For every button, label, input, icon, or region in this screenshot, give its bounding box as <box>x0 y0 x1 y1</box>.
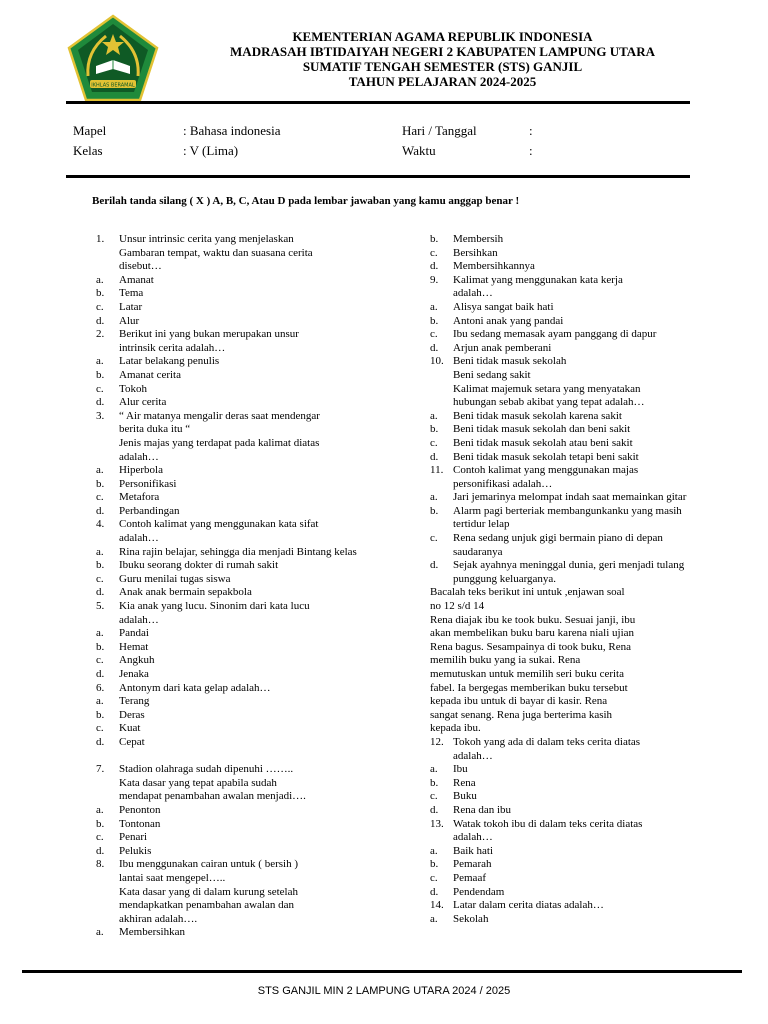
meta-mapel-label: Mapel <box>73 123 107 138</box>
question-item <box>96 410 362 464</box>
option-letter: a. <box>430 763 438 776</box>
passage-line: sangat senang. Rena juga berterima kasih <box>430 708 613 721</box>
option-text: Kuat <box>119 722 141 735</box>
answer-option <box>430 233 698 247</box>
answer-option <box>96 804 362 818</box>
answer-option <box>96 845 362 859</box>
question-line: disebut… <box>119 260 162 273</box>
option-text: Hemat <box>119 640 149 653</box>
option-text: Tokoh <box>119 382 147 395</box>
option-letter: c. <box>430 328 438 341</box>
option-text: Pendendam <box>453 885 505 898</box>
option-letter: a. <box>96 803 104 816</box>
option-text: Rina rajin belajar, sehingga dia menjadi Bintang kelas <box>119 545 357 558</box>
question-text <box>453 355 698 409</box>
answer-option <box>430 437 698 451</box>
option-letter: c. <box>430 871 438 884</box>
question-text <box>119 600 362 627</box>
reading-passage <box>430 586 698 736</box>
question-item <box>430 464 698 491</box>
answer-option <box>96 369 362 383</box>
question-item <box>96 600 362 627</box>
option-text: Bersihkan <box>453 246 498 259</box>
answer-option <box>96 627 362 641</box>
question-item <box>430 899 698 913</box>
option-letter: b. <box>96 559 105 572</box>
meta-waktu-label: Waktu <box>402 143 436 158</box>
question-line: adalah… <box>453 831 493 844</box>
option-letter: d. <box>430 803 439 816</box>
answer-option <box>430 328 698 342</box>
option-letter: d. <box>96 314 105 327</box>
answer-option <box>430 559 698 586</box>
meta-divider <box>66 175 690 178</box>
option-letter: a. <box>430 912 438 925</box>
question-line: Kia anak yang lucu. Sinonim dari kata lucu <box>119 600 310 613</box>
option-letter: d. <box>96 504 105 517</box>
option-letter: b. <box>96 817 105 830</box>
option-letter: c. <box>430 436 438 449</box>
question-number: 1. <box>96 233 105 245</box>
question-line: Unsur intrinsic cerita yang menjelaskan <box>119 233 294 245</box>
option-letter: c. <box>430 246 438 259</box>
option-text: Deras <box>119 708 145 721</box>
answer-option <box>430 451 698 465</box>
answer-option <box>96 559 362 573</box>
question-line: Kalimat yang menggunakan kata kerja <box>453 273 623 286</box>
question-text <box>453 818 698 845</box>
option-text: Ibu sedang memasak ayam panggang di dapur <box>453 328 657 341</box>
question-number: 4. <box>96 518 105 531</box>
passage-line: Rena bagus. Sesampainya di took buku, Rena <box>430 640 632 653</box>
option-text: Baik hati <box>453 844 494 857</box>
answer-option <box>430 858 698 872</box>
option-text: Beni tidak masuk sekolah karena sakit <box>453 409 622 422</box>
option-letter: d. <box>430 260 439 273</box>
question-line: Beni tidak masuk sekolah <box>453 355 567 368</box>
question-item <box>96 763 362 804</box>
question-line: Contoh kalimat yang menggunakan majas <box>453 464 639 477</box>
option-letter: a. <box>96 926 104 939</box>
option-letter: b. <box>96 640 105 653</box>
question-line: adalah… <box>119 450 159 463</box>
instruction-text: Berilah tanda silang ( X ) A, B, C, Atau D pada lembar jawaban yang kamu anggap benar ! <box>92 195 520 207</box>
question-text <box>453 274 698 301</box>
answer-option <box>96 396 362 410</box>
question-line: Watak tokoh ibu di dalam teks cerita diatas <box>453 817 643 830</box>
option-text: Jenaka <box>119 668 149 680</box>
header-line-school: MADRASAH IBTIDAIYAH NEGERI 2 KABUPATEN LAMPUNG UTARA <box>230 44 655 59</box>
question-line: mendapat penambahan awalan menjadi…. <box>119 790 306 803</box>
answer-option <box>430 886 698 900</box>
option-letter: c. <box>96 572 104 585</box>
question-number: 2. <box>96 328 105 341</box>
option-text: Metafora <box>119 491 160 504</box>
question-text <box>119 682 362 696</box>
question-number: 14. <box>430 899 444 912</box>
option-text: Membersih <box>453 233 504 245</box>
option-letter: c. <box>96 654 104 667</box>
answer-option <box>430 247 698 261</box>
option-letter: a. <box>430 300 438 313</box>
meta-hari-value: : <box>529 123 533 138</box>
option-letter: b. <box>430 423 439 436</box>
question-item <box>430 736 698 763</box>
question-line: Contoh kalimat yang menggunakan kata sifat <box>119 518 319 531</box>
passage-line: akan membelikan buku baru karena niali ujian <box>430 627 635 640</box>
header-line-year: TAHUN PELAJARAN 2024-2025 <box>348 74 537 89</box>
question-item <box>96 858 362 926</box>
option-letter: a. <box>430 844 438 857</box>
question-line: adalah… <box>453 287 493 300</box>
option-text: Pandai <box>119 627 149 640</box>
option-letter: c. <box>430 532 438 545</box>
option-text: Alur <box>119 314 140 327</box>
question-line: personifikasi adalah… <box>453 477 553 490</box>
header-line-exam: SUMATIF TENGAH SEMESTER (STS) GANJIL <box>302 59 583 74</box>
answer-option <box>96 505 362 519</box>
option-letter: b. <box>96 708 105 721</box>
option-letter: d. <box>430 450 439 463</box>
question-line: adalah… <box>453 749 493 762</box>
answer-option <box>430 260 698 274</box>
option-letter: b. <box>430 858 439 871</box>
answer-option <box>96 709 362 723</box>
option-letter: d. <box>96 586 105 599</box>
question-text <box>453 464 698 491</box>
option-letter: d. <box>96 668 105 680</box>
option-text: Rena sedang unjuk gigi bermain piano di depan saudaranya <box>453 532 663 558</box>
footer-text: STS GANJIL MIN 2 LAMPUNG UTARA 2024 / 2025 <box>257 985 511 997</box>
passage-line: no 12 s/d 14 <box>430 600 485 613</box>
answer-option <box>96 654 362 668</box>
answer-option <box>96 926 362 940</box>
option-text: Beni tidak masuk sekolah atau beni sakit <box>453 436 633 449</box>
header-title <box>175 29 710 89</box>
answer-option <box>96 586 362 600</box>
option-letter: b. <box>430 233 439 245</box>
questions-left-column <box>96 233 362 940</box>
question-line: Berikut ini yang bukan merupakan unsur <box>119 328 299 341</box>
question-line: Jenis majas yang terdapat pada kalimat diatas <box>119 436 320 449</box>
answer-option <box>96 695 362 709</box>
answer-option <box>430 790 698 804</box>
option-text: Sejak ayahnya meninggal dunia, geri menjadi tulang punggung keluarganya. <box>453 559 685 585</box>
answer-option <box>430 845 698 859</box>
option-text: Membersihkan <box>119 926 185 939</box>
question-line: Latar dalam cerita diatas adalah… <box>453 899 604 912</box>
option-text: Alisya sangat baik hati <box>453 300 554 313</box>
answer-option <box>96 573 362 587</box>
answer-option <box>96 546 362 560</box>
question-text <box>453 899 698 913</box>
option-text: Tema <box>119 287 144 300</box>
question-line: Gambaran tempat, waktu dan suasana cerita <box>119 246 313 259</box>
answer-option <box>430 301 698 315</box>
question-line: hubungan sebab akibat yang tepat adalah… <box>453 396 645 409</box>
option-letter: b. <box>430 504 439 517</box>
question-line: Antonym dari kata gelap adalah… <box>119 681 271 694</box>
option-text: Ibu <box>453 763 468 776</box>
option-text: Latar <box>119 300 143 313</box>
question-line: Kata dasar yang di dalam kurung setelah <box>119 885 298 898</box>
option-text: Alarm pagi berteriak membangunkanku yang masih tertidur lelap <box>453 504 682 531</box>
option-text: Pemaaf <box>453 871 486 884</box>
answer-option <box>430 777 698 791</box>
option-text: Pemarah <box>453 858 492 871</box>
question-text <box>119 328 362 355</box>
option-letter: c. <box>96 831 104 844</box>
question-number: 3. <box>96 409 105 422</box>
answer-option <box>96 464 362 478</box>
passage-line: fabel. Ia bergegas memberikan buku tersebut <box>430 681 628 694</box>
option-letter: d. <box>430 559 439 572</box>
option-text: Hiperbola <box>119 464 163 477</box>
question-line: akhiran adalah…. <box>119 912 198 925</box>
passage-line: kepada ibu untuk di bayar di kasir. Rena <box>430 695 608 708</box>
option-letter: d. <box>96 844 105 857</box>
question-text <box>119 518 362 545</box>
question-number: 10. <box>430 355 444 368</box>
option-letter: a. <box>96 627 104 640</box>
question-line: Tokoh yang ada di dalam teks cerita diatas <box>453 735 641 748</box>
option-text: Tontonan <box>119 817 161 830</box>
option-letter: d. <box>96 735 105 748</box>
option-letter: a. <box>96 545 104 558</box>
answer-option <box>96 383 362 397</box>
option-text: Amanat <box>119 273 154 286</box>
answer-option <box>430 804 698 818</box>
option-letter: d. <box>430 341 439 354</box>
question-number: 8. <box>96 858 105 871</box>
passage-line: Rena diajak ibu ke took buku. Sesuai janji, ibu <box>430 613 636 626</box>
meta-kelas-label: Kelas <box>73 143 103 158</box>
option-text: Pelukis <box>119 844 152 857</box>
page-header <box>0 0 768 104</box>
meta-hari-label: Hari / Tanggal <box>402 123 477 138</box>
question-item <box>96 682 362 696</box>
option-text: Rena dan ibu <box>453 803 512 816</box>
option-letter: c. <box>96 491 104 504</box>
question-text <box>119 858 362 926</box>
ministry-logo-emblem <box>66 14 160 104</box>
option-text: Alur cerita <box>119 396 167 409</box>
header-divider <box>66 101 690 104</box>
answer-option <box>430 491 698 505</box>
question-number: 13. <box>430 817 444 830</box>
option-text: Rena <box>453 776 476 789</box>
question-number: 12. <box>430 735 444 748</box>
question-line: Kalimat majemuk setara yang menyatakan <box>453 382 641 395</box>
option-letter: a. <box>96 273 104 286</box>
logo-banner-text: IKHLAS BERAMAL <box>91 82 135 89</box>
answer-option <box>430 505 698 532</box>
option-letter: b. <box>96 368 105 381</box>
answer-option <box>96 478 362 492</box>
option-letter: b. <box>96 477 105 490</box>
question-number: 5. <box>96 600 105 613</box>
question-text <box>119 763 362 804</box>
option-letter: a. <box>430 409 438 422</box>
question-number: 11. <box>430 464 444 477</box>
option-letter: a. <box>430 491 438 504</box>
spacer <box>96 750 362 764</box>
answer-option <box>430 315 698 329</box>
option-text: Jari jemarinya melompat indah saat memainkan gitar <box>453 491 687 504</box>
option-text: Membersihkannya <box>453 260 535 273</box>
question-line: adalah… <box>119 613 159 626</box>
answer-option <box>430 342 698 356</box>
answer-option <box>96 315 362 329</box>
option-letter: a. <box>96 355 104 368</box>
answer-option <box>430 913 698 927</box>
option-letter: b. <box>96 287 105 300</box>
answer-option <box>96 491 362 505</box>
question-line: mendapkatkan penambahan awalan dan <box>119 899 295 912</box>
option-text: Terang <box>119 695 150 708</box>
option-text: Buku <box>453 790 477 803</box>
option-letter: b. <box>430 314 439 327</box>
question-number: 6. <box>96 681 105 694</box>
answer-option <box>96 722 362 736</box>
answer-option <box>96 736 362 750</box>
answer-option <box>96 355 362 369</box>
option-text: Anak anak bermain sepakbola <box>119 586 252 599</box>
answer-option <box>96 287 362 301</box>
option-text: Penonton <box>119 803 161 816</box>
option-letter: a. <box>96 464 104 477</box>
meta-waktu-value: : <box>529 143 533 158</box>
option-text: Ibuku seorang dokter di rumah sakit <box>119 559 279 572</box>
option-text: Cepat <box>119 735 145 748</box>
answer-option <box>96 668 362 682</box>
passage-line: memutuskan untuk memilih seri buku cerita <box>430 668 624 680</box>
question-number: 9. <box>430 273 439 286</box>
meta-kelas-value: : V (Lima) <box>183 143 239 158</box>
option-text: Sekolah <box>453 912 489 925</box>
answer-option <box>96 818 362 832</box>
option-letter: b. <box>430 776 439 789</box>
option-text: Beni tidak masuk sekolah dan beni sakit <box>453 423 631 436</box>
option-text: Penari <box>119 831 148 844</box>
question-line: adalah… <box>119 532 159 545</box>
question-line: lantai saat mengepel….. <box>119 871 226 884</box>
option-letter: c. <box>430 790 438 803</box>
passage-line: Bacalah teks berikut ini untuk ,enjawan soal <box>430 586 625 599</box>
option-text: Antoni anak yang pandai <box>453 314 564 327</box>
question-line: Stadion olahraga sudah dipenuhi …….. <box>119 763 294 776</box>
answer-option <box>430 423 698 437</box>
answer-option <box>96 301 362 315</box>
question-number: 7. <box>96 763 105 776</box>
question-item <box>96 233 362 274</box>
answer-option <box>96 831 362 845</box>
option-text: Beni tidak masuk sekolah tetapi beni sakit <box>453 450 639 463</box>
question-line: Beni sedang sakit <box>453 368 531 381</box>
option-letter: d. <box>96 396 105 409</box>
option-text: Amanat cerita <box>119 368 181 381</box>
question-line: “ Air matanya mengalir deras saat mendengar <box>119 409 320 422</box>
option-text: Arjun anak pemberani <box>453 341 552 354</box>
questions-right-column <box>430 233 698 926</box>
option-letter: c. <box>96 300 104 313</box>
question-line: berita duka itu “ <box>119 423 191 436</box>
question-item <box>430 274 698 301</box>
answer-option <box>430 410 698 424</box>
option-text: Personifikasi <box>119 477 177 490</box>
option-text: Angkuh <box>119 654 155 667</box>
question-item <box>96 518 362 545</box>
question-text <box>119 410 362 464</box>
footer-divider <box>22 970 742 973</box>
header-line-ministry: KEMENTERIAN AGAMA REPUBLIK INDONESIA <box>292 29 593 44</box>
option-text: Latar belakang penulis <box>119 355 220 368</box>
answer-option <box>430 532 698 559</box>
option-letter: a. <box>96 695 104 708</box>
question-item <box>430 818 698 845</box>
meta-mapel-value: : Bahasa indonesia <box>183 123 281 138</box>
option-text: Guru menilai tugas siswa <box>119 572 231 585</box>
question-line: intrinsik cerita adalah… <box>119 341 226 354</box>
option-letter: c. <box>96 722 104 735</box>
question-text <box>119 233 362 274</box>
passage-line: kepada ibu. <box>430 722 481 735</box>
question-item <box>430 355 698 409</box>
passage-line: memilih buku yang ia sukai. Rena <box>430 654 581 667</box>
answer-option <box>430 872 698 886</box>
option-letter: c. <box>96 382 104 395</box>
answer-option <box>96 641 362 655</box>
answer-option <box>430 763 698 777</box>
question-item <box>96 328 362 355</box>
question-text <box>453 736 698 763</box>
option-text: Perbandingan <box>119 504 180 517</box>
question-line: Ibu menggunakan cairan untuk ( bersih ) <box>119 858 298 871</box>
option-letter: d. <box>430 885 439 898</box>
answer-option <box>96 274 362 288</box>
ministry-logo <box>66 14 160 104</box>
question-line: Kata dasar yang tepat apabila sudah <box>119 776 277 789</box>
